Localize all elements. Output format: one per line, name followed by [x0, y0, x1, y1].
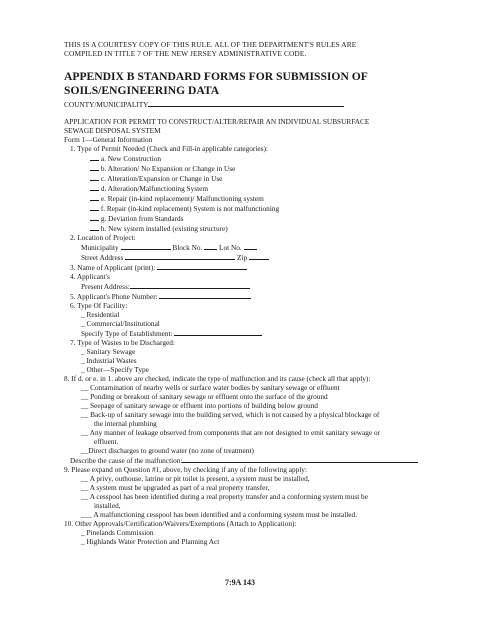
establishment-blank[interactable] [174, 328, 262, 336]
q7-option-industrial[interactable]: _ Industrial Wastes [81, 356, 137, 366]
q8-option-seepage[interactable]: __ Seepage of sanitary sewage or effluent into portions of building below ground [81, 401, 318, 411]
document-page [64, 40, 444, 546]
q9-option-upgrade[interactable]: __ A system must be upgraded as part of a real property transfer, [81, 483, 270, 493]
q7-option-other[interactable]: _ Other—Specify Type [81, 365, 149, 375]
q9-option-privy[interactable]: __ A privy, outhouse, latrine or pit toilet is present, a system must be installed, [81, 474, 310, 484]
q8-label: 8. If d. or e. in 1. above are checked, indicate the type of malfunction and its cause (check all that apply): [64, 374, 371, 384]
q4-label: 4. Applicant's [70, 272, 110, 282]
describe-label: Describe the cause of the malfunction: [70, 456, 183, 466]
specify-label: Specify Type of Establishment: [81, 329, 173, 339]
application-title-1: APPLICATION FOR PERMIT TO CONSTRUCT/ALTER/REPAIR AN INDIVIDUAL SUBSURFACE [64, 117, 370, 127]
disclaimer-line-1: THIS IS A COURTESY COPY OF THIS RULE. ALL OF THE DEPARTMENT'S RULES ARE [64, 40, 357, 49]
q9-option-cesspool-cont: installed, [94, 501, 121, 511]
disclaimer-line-2: COMPILED IN TITLE 7 OF THE NEW JERSEY ADMINISTRATIVE CODE. [64, 49, 307, 59]
application-title-2: SEWAGE DISPOSAL SYSTEM [64, 126, 161, 136]
q9-option-cesspool-transfer[interactable]: __ A cesspool has been identified during a real property transfer and a conforming system must be [81, 492, 368, 502]
block-label: Block No. [172, 243, 203, 253]
q6-option-residential[interactable]: _ Residential [81, 310, 120, 320]
q8-option-contamination[interactable]: __ Contamination of nearby wells or surface water bodies by sanitary sewage or effluent [81, 383, 340, 393]
q1-option-b[interactable]: b. Alteration/ No Expansion or Change in Use [64, 163, 444, 173]
municipality-label: Municipality [81, 243, 119, 253]
zip-label: Zip [237, 253, 248, 263]
q1-option-f[interactable]: f. Repair (in-kind replacement) System is not malfunctioning [64, 203, 444, 213]
q7-option-sanitary[interactable]: _ Sanitary Sewage [81, 347, 136, 357]
form-label: Form 1—General Information [64, 135, 153, 145]
applicant-name-blank[interactable] [157, 262, 247, 270]
zip-blank[interactable] [249, 252, 269, 260]
q9-option-malfunction-cesspool[interactable]: ___ A malfunctioning cesspool has been identified and a conforming system must be installed. [81, 510, 358, 520]
q8-describe-row [64, 455, 444, 465]
q2-label: 2. Location of Project: [70, 233, 136, 243]
q1-option-g[interactable]: g. Deviation from Standards [64, 213, 444, 223]
q3-row [64, 262, 444, 272]
q1-label: 1. Type of Permit Needed (Check and Fill-in applicable categories): [70, 144, 268, 154]
q5-label: 5. Applicant's Phone Number: [70, 292, 158, 302]
q6-label: 6. Type Of Facility: [70, 301, 128, 311]
q3-label: 3. Name of Applicant (print): [70, 263, 156, 273]
q10-label: 10. Other Approvals/Certification/Waivers/Exemptions (Attach to Application): [64, 519, 297, 529]
q1-option-e[interactable]: e. Repair (in-kind replacement)/ Malfunctioning system [64, 193, 444, 203]
q6-specify-row [64, 328, 444, 338]
block-blank[interactable] [204, 242, 217, 250]
lot-blank[interactable] [244, 242, 257, 250]
county-blank[interactable] [148, 99, 344, 107]
q10-option-highlands[interactable]: _ Highlands Water Protection and Planning Act [81, 537, 220, 547]
q4-address-row [64, 281, 444, 291]
lot-label: Lot No. [219, 243, 242, 253]
county-label: COUNTY/MUNICIPALITY [64, 100, 149, 110]
q10-option-pinelands[interactable]: _ Pinelands Commission [81, 528, 154, 538]
street-label: Street Address [81, 253, 124, 263]
title-line-1: APPENDIX B STANDARD FORMS FOR SUBMISSION OF [64, 70, 368, 84]
q6-option-commercial[interactable]: _ Commercial/Institutional [81, 319, 160, 329]
present-address-label: Present Address: [81, 282, 130, 292]
q8-option-leakage[interactable]: __ Any manner of leakage observed from components that are not designed to emit sanitary sewage or [81, 428, 381, 438]
phone-blank[interactable] [159, 291, 251, 299]
q1-option-a[interactable]: a. New Construction [64, 153, 444, 163]
q5-row [64, 291, 444, 301]
q1-option-h[interactable]: h. New system installed (existing structure) [64, 223, 444, 233]
municipality-blank[interactable] [121, 242, 171, 250]
street-blank[interactable] [125, 252, 235, 260]
q8-option-direct-discharge[interactable]: __Direct discharges to ground water (no zone of treatment) [81, 446, 254, 456]
q8-option-ponding[interactable]: __ Ponding or breakout of sanitary sewage or effluent onto the surface of the ground [81, 392, 328, 402]
present-address-blank[interactable] [130, 281, 250, 289]
page-footer: 7:9A 143 [225, 578, 255, 587]
describe-blank[interactable] [182, 455, 418, 463]
q2-municipality-row [64, 242, 444, 252]
q2-street-row [64, 252, 444, 262]
q1-option-d[interactable]: d. Alteration/Malfunctioning System [64, 183, 444, 193]
q1-option-c[interactable]: c. Alteration/Expansion or Change in Use [64, 173, 444, 183]
q8-option-backup[interactable]: __ Back-up of sanitary sewage into the building served, which is not caused by a physical blockage of [81, 410, 380, 420]
title-line-2: SOILS/ENGINEERING DATA [64, 83, 220, 97]
q8-option-backup-cont: the internal plumbing [94, 419, 157, 429]
q7-label: 7. Type of Wastes to be Discharged: [70, 338, 175, 348]
document-title [64, 70, 444, 97]
county-row [64, 99, 444, 109]
q9-label: 9. Please expand on Question #1, above, by checking if any of the following apply: [64, 465, 307, 475]
q8-option-leakage-cont: effluent. [94, 437, 119, 447]
